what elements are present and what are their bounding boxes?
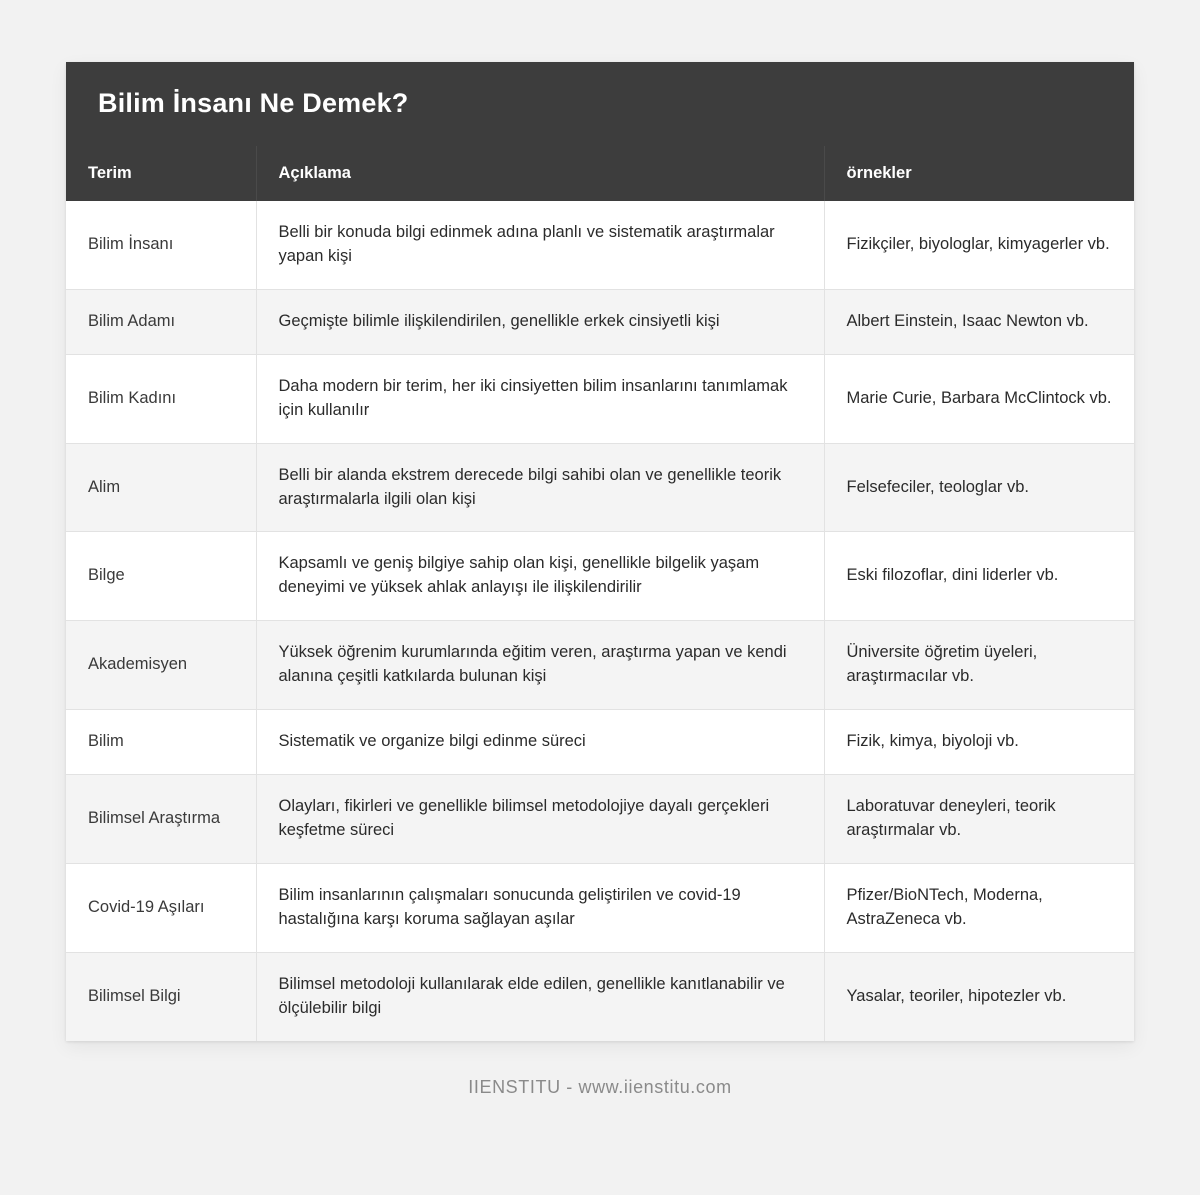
terms-table <box>66 146 1134 1041</box>
table-header-row <box>66 146 1134 201</box>
cell-examples: Albert Einstein, Isaac Newton vb. <box>824 289 1134 354</box>
cell-term: Bilimsel Bilgi <box>66 952 256 1040</box>
table-body <box>66 201 1134 1041</box>
table-row <box>66 532 1134 621</box>
table-row <box>66 863 1134 952</box>
cell-description: Belli bir konuda bilgi edinmek adına planlı ve sistematik araştırmalar yapan kişi <box>256 201 824 289</box>
cell-description: Bilimsel metodoloji kullanılarak elde edilen, genellikle kanıtlanabilir ve ölçülebilir bilgi <box>256 952 824 1040</box>
cell-term: Bilimsel Araştırma <box>66 775 256 864</box>
cell-examples: Felsefeciler, teologlar vb. <box>824 443 1134 532</box>
table-row <box>66 443 1134 532</box>
footer-attribution: IIENSTITU - www.iienstitu.com <box>468 1076 732 1097</box>
cell-examples: Pfizer/BioNTech, Moderna, AstraZeneca vb. <box>824 863 1134 952</box>
cell-term: Bilim İnsanı <box>66 201 256 289</box>
table-row <box>66 354 1134 443</box>
column-header-term: Terim <box>66 146 256 201</box>
cell-description: Daha modern bir terim, her iki cinsiyetten bilim insanlarını tanımlamak için kullanılır <box>256 354 824 443</box>
column-header-examples: örnekler <box>824 146 1134 201</box>
cell-term: Bilim <box>66 710 256 775</box>
cell-description: Bilim insanlarının çalışmaları sonucunda geliştirilen ve covid-19 hastalığına karşı koruma sağlayan aşılar <box>256 863 824 952</box>
cell-examples: Üniversite öğretim üyeleri, araştırmacılar vb. <box>824 621 1134 710</box>
cell-examples: Yasalar, teoriler, hipotezler vb. <box>824 952 1134 1040</box>
cell-description: Kapsamlı ve geniş bilgiye sahip olan kişi, genellikle bilgelik yaşam deneyimi ve yüksek ahlak anlayışı ile ilişkilendirilir <box>256 532 824 621</box>
cell-term: Bilim Adamı <box>66 289 256 354</box>
cell-term: Akademisyen <box>66 621 256 710</box>
table-row <box>66 710 1134 775</box>
table-row <box>66 775 1134 864</box>
table-row <box>66 952 1134 1040</box>
cell-examples: Laboratuvar deneyleri, teorik araştırmalar vb. <box>824 775 1134 864</box>
cell-term: Bilim Kadını <box>66 354 256 443</box>
cell-examples: Fizikçiler, biyologlar, kimyagerler vb. <box>824 201 1134 289</box>
cell-term: Covid-19 Aşıları <box>66 863 256 952</box>
cell-description: Sistematik ve organize bilgi edinme süreci <box>256 710 824 775</box>
cell-description: Geçmişte bilimle ilişkilendirilen, genellikle erkek cinsiyetli kişi <box>256 289 824 354</box>
cell-term: Bilge <box>66 532 256 621</box>
info-card <box>66 62 1134 1041</box>
cell-term: Alim <box>66 443 256 532</box>
cell-description: Belli bir alanda ekstrem derecede bilgi sahibi olan ve genellikle teorik araştırmalarla ilgili olan kişi <box>256 443 824 532</box>
table-row <box>66 621 1134 710</box>
page-title: Bilim İnsanı Ne Demek? <box>66 62 1134 146</box>
cell-description: Olayları, fikirleri ve genellikle bilimsel metodolojiye dayalı gerçekleri keşfetme süreci <box>256 775 824 864</box>
cell-description: Yüksek öğrenim kurumlarında eğitim veren, araştırma yapan ve kendi alanına çeşitli katkılarda bulunan kişi <box>256 621 824 710</box>
column-header-description: Açıklama <box>256 146 824 201</box>
cell-examples: Marie Curie, Barbara McClintock vb. <box>824 354 1134 443</box>
cell-examples: Eski filozoflar, dini liderler vb. <box>824 532 1134 621</box>
table-row <box>66 289 1134 354</box>
table-header <box>66 146 1134 201</box>
cell-examples: Fizik, kimya, biyoloji vb. <box>824 710 1134 775</box>
table-row <box>66 201 1134 289</box>
